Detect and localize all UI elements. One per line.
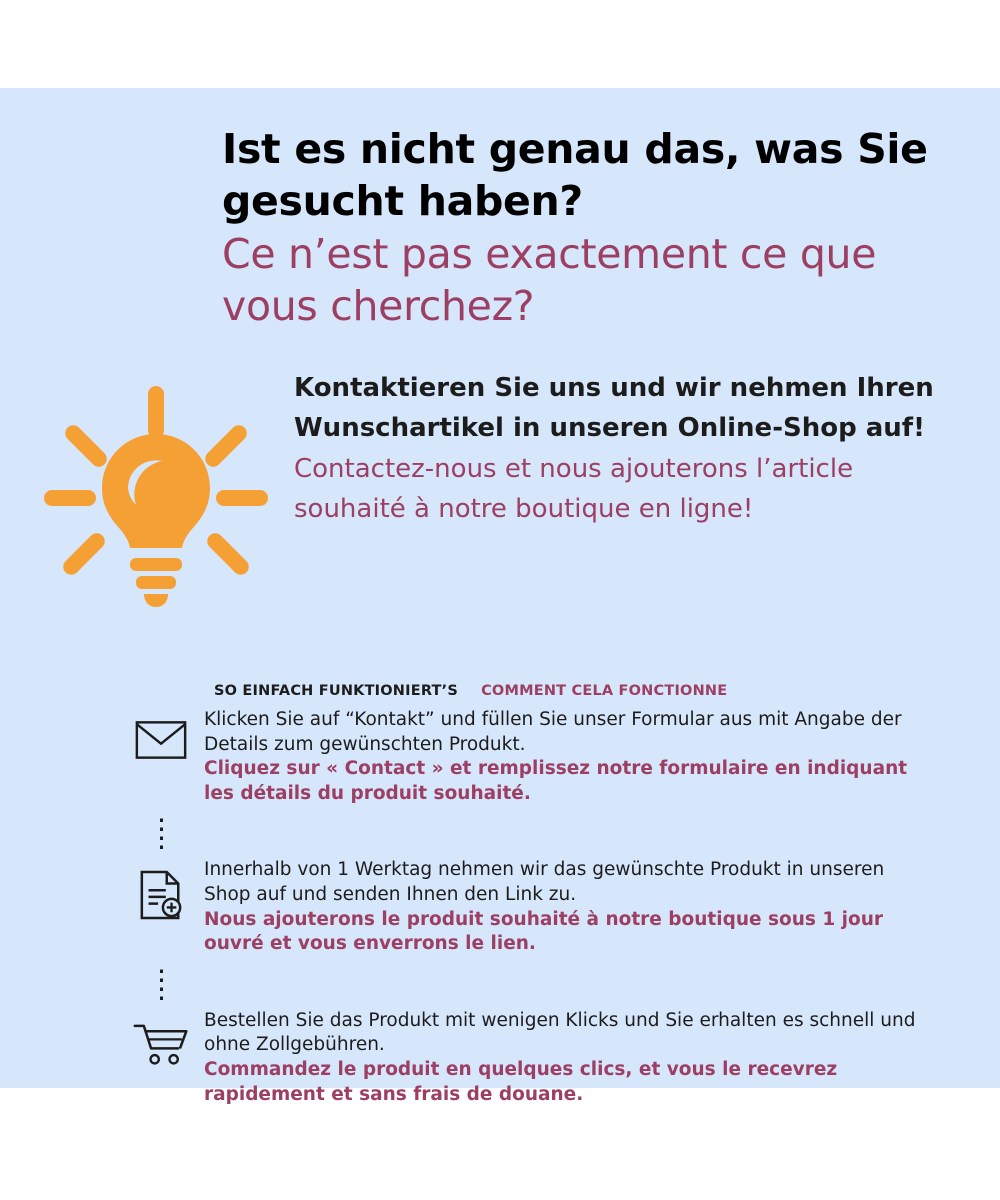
step-connector bbox=[118, 957, 204, 1009]
how-it-works-title-german: SO EINFACH FUNKTIONIERT’S bbox=[214, 683, 458, 699]
headline-german: Ist es nicht genau das, was Sie gesucht haben? bbox=[222, 125, 928, 225]
headline-french: Ce n’est pas exactement ce que vous cherchez? bbox=[222, 230, 877, 330]
lightbulb-icon bbox=[36, 378, 276, 618]
subhead-text bbox=[294, 368, 934, 529]
step-german: Bestellen Sie das Produkt mit wenigen Klicks und Sie erhalten es schnell und ohne Zollgebühren. bbox=[204, 1009, 916, 1056]
how-it-works-title bbox=[214, 680, 727, 699]
headline-block bbox=[222, 124, 932, 333]
document-add-icon bbox=[118, 858, 204, 920]
envelope-icon bbox=[118, 708, 204, 760]
step-text bbox=[204, 858, 924, 956]
step-text bbox=[204, 708, 924, 806]
step-french: Cliquez sur « Contact » et remplissez notre formulaire en indiquant les détails du produit souhaité. bbox=[204, 758, 908, 804]
promo-banner bbox=[0, 88, 1000, 1105]
step-german: Klicken Sie auf “Kontakt” und füllen Sie unser Formular aus mit Angabe der Details zum gewünschten Produkt. bbox=[204, 709, 902, 755]
dotted-line bbox=[160, 813, 163, 851]
shopping-cart-icon bbox=[118, 1009, 204, 1065]
steps-list bbox=[0, 708, 1000, 1107]
step-connector bbox=[118, 806, 204, 858]
step-item bbox=[0, 708, 1000, 806]
subhead-french: Contactez-nous et nous ajouterons l’article souhaité à notre boutique en ligne! bbox=[294, 453, 854, 524]
step-item bbox=[0, 1009, 1000, 1107]
how-it-works-title-french: COMMENT CELA FONCTIONNE bbox=[481, 683, 728, 699]
subhead-block bbox=[0, 368, 1000, 648]
step-german: Innerhalb von 1 Werktag nehmen wir das gewünschte Produkt in unseren Shop auf und senden Ihnen den Link zu. bbox=[204, 859, 885, 905]
subhead-german: Kontaktieren Sie uns und wir nehmen Ihren Wunschartikel in unseren Online-Shop auf! bbox=[294, 373, 934, 444]
step-french: Nous ajouterons le produit souhaité à notre boutique sous 1 jour ouvré et vous enverrons le lien. bbox=[204, 908, 883, 955]
dotted-line bbox=[160, 964, 163, 1002]
step-item bbox=[0, 858, 1000, 956]
step-text bbox=[204, 1009, 924, 1107]
step-french: Commandez le produit en quelques clics, et vous le recevrez rapidement et sans frais de douane. bbox=[204, 1058, 838, 1105]
